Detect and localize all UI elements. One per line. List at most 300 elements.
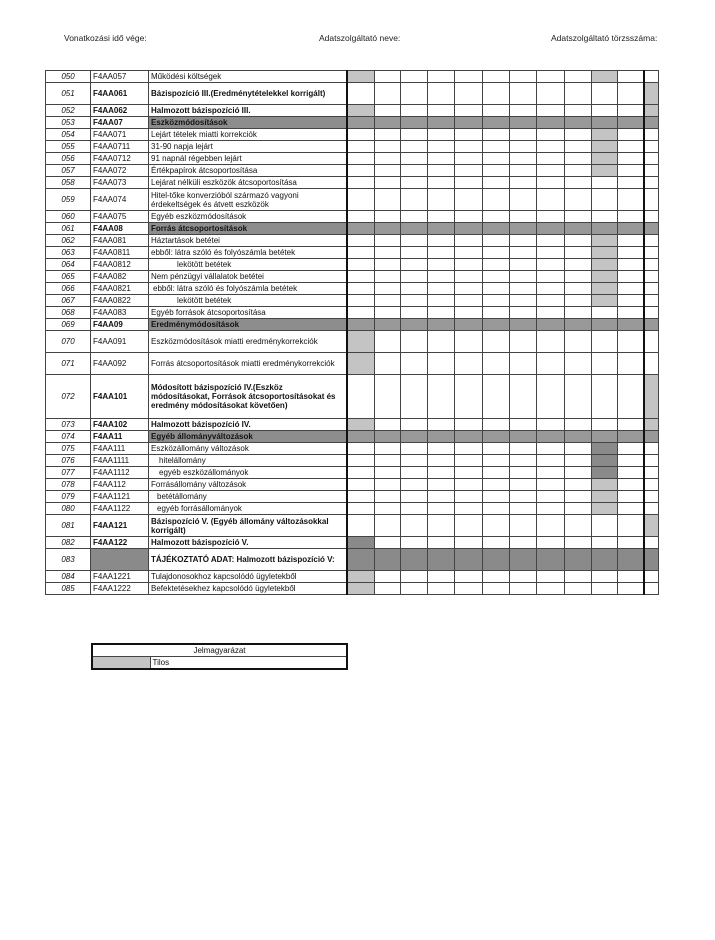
value-cell[interactable] — [483, 571, 510, 583]
value-cell[interactable] — [537, 141, 565, 153]
value-cell[interactable] — [347, 455, 375, 467]
value-cell[interactable] — [644, 117, 659, 129]
value-cell[interactable] — [592, 247, 618, 259]
value-cell[interactable] — [644, 259, 659, 271]
value-cell[interactable] — [644, 211, 659, 223]
value-cell[interactable] — [565, 503, 592, 515]
value-cell[interactable] — [565, 419, 592, 431]
value-cell[interactable] — [644, 105, 659, 117]
value-cell[interactable] — [618, 153, 644, 165]
value-cell[interactable] — [565, 583, 592, 595]
value-cell[interactable] — [401, 105, 428, 117]
value-cell[interactable] — [428, 307, 455, 319]
value-cell[interactable] — [401, 467, 428, 479]
value-cell[interactable] — [565, 353, 592, 375]
value-cell[interactable] — [375, 105, 401, 117]
value-cell[interactable] — [401, 271, 428, 283]
value-cell[interactable] — [618, 271, 644, 283]
value-cell[interactable] — [455, 235, 483, 247]
value-cell[interactable] — [618, 295, 644, 307]
value-cell[interactable] — [375, 571, 401, 583]
value-cell[interactable] — [592, 443, 618, 455]
value-cell[interactable] — [347, 467, 375, 479]
value-cell[interactable] — [428, 549, 455, 571]
value-cell[interactable] — [510, 283, 537, 295]
value-cell[interactable] — [510, 153, 537, 165]
value-cell[interactable] — [347, 537, 375, 549]
value-cell[interactable] — [455, 503, 483, 515]
value-cell[interactable] — [455, 549, 483, 571]
value-cell[interactable] — [537, 455, 565, 467]
value-cell[interactable] — [483, 353, 510, 375]
value-cell[interactable] — [510, 189, 537, 211]
value-cell[interactable] — [375, 479, 401, 491]
value-cell[interactable] — [375, 177, 401, 189]
value-cell[interactable] — [537, 583, 565, 595]
value-cell[interactable] — [565, 331, 592, 353]
value-cell[interactable] — [510, 211, 537, 223]
value-cell[interactable] — [618, 141, 644, 153]
value-cell[interactable] — [455, 455, 483, 467]
value-cell[interactable] — [592, 491, 618, 503]
value-cell[interactable] — [483, 259, 510, 271]
value-cell[interactable] — [401, 129, 428, 141]
value-cell[interactable] — [428, 431, 455, 443]
value-cell[interactable] — [592, 419, 618, 431]
value-cell[interactable] — [510, 537, 537, 549]
value-cell[interactable] — [644, 443, 659, 455]
value-cell[interactable] — [565, 117, 592, 129]
value-cell[interactable] — [565, 71, 592, 83]
value-cell[interactable] — [401, 189, 428, 211]
value-cell[interactable] — [401, 223, 428, 235]
value-cell[interactable] — [618, 549, 644, 571]
value-cell[interactable] — [618, 165, 644, 177]
value-cell[interactable] — [565, 153, 592, 165]
value-cell[interactable] — [618, 353, 644, 375]
value-cell[interactable] — [375, 83, 401, 105]
value-cell[interactable] — [401, 211, 428, 223]
value-cell[interactable] — [375, 515, 401, 537]
value-cell[interactable] — [428, 153, 455, 165]
value-cell[interactable] — [347, 189, 375, 211]
value-cell[interactable] — [537, 259, 565, 271]
value-cell[interactable] — [428, 537, 455, 549]
value-cell[interactable] — [537, 375, 565, 419]
value-cell[interactable] — [510, 455, 537, 467]
value-cell[interactable] — [618, 71, 644, 83]
value-cell[interactable] — [375, 259, 401, 271]
value-cell[interactable] — [455, 165, 483, 177]
value-cell[interactable] — [510, 353, 537, 375]
value-cell[interactable] — [375, 431, 401, 443]
value-cell[interactable] — [537, 71, 565, 83]
value-cell[interactable] — [455, 375, 483, 419]
value-cell[interactable] — [347, 211, 375, 223]
value-cell[interactable] — [510, 247, 537, 259]
value-cell[interactable] — [347, 235, 375, 247]
value-cell[interactable] — [401, 117, 428, 129]
value-cell[interactable] — [510, 583, 537, 595]
value-cell[interactable] — [565, 141, 592, 153]
value-cell[interactable] — [428, 259, 455, 271]
value-cell[interactable] — [483, 153, 510, 165]
value-cell[interactable] — [537, 177, 565, 189]
value-cell[interactable] — [537, 247, 565, 259]
value-cell[interactable] — [455, 295, 483, 307]
value-cell[interactable] — [618, 235, 644, 247]
value-cell[interactable] — [592, 571, 618, 583]
value-cell[interactable] — [455, 223, 483, 235]
value-cell[interactable] — [510, 141, 537, 153]
value-cell[interactable] — [644, 295, 659, 307]
value-cell[interactable] — [483, 271, 510, 283]
value-cell[interactable] — [510, 375, 537, 419]
value-cell[interactable] — [375, 295, 401, 307]
value-cell[interactable] — [618, 177, 644, 189]
value-cell[interactable] — [510, 177, 537, 189]
value-cell[interactable] — [537, 353, 565, 375]
value-cell[interactable] — [455, 153, 483, 165]
value-cell[interactable] — [375, 283, 401, 295]
value-cell[interactable] — [375, 235, 401, 247]
value-cell[interactable] — [455, 491, 483, 503]
value-cell[interactable] — [592, 375, 618, 419]
value-cell[interactable] — [537, 443, 565, 455]
value-cell[interactable] — [565, 515, 592, 537]
value-cell[interactable] — [428, 491, 455, 503]
value-cell[interactable] — [428, 515, 455, 537]
value-cell[interactable] — [537, 571, 565, 583]
value-cell[interactable] — [375, 491, 401, 503]
value-cell[interactable] — [401, 431, 428, 443]
value-cell[interactable] — [401, 283, 428, 295]
value-cell[interactable] — [483, 211, 510, 223]
value-cell[interactable] — [347, 419, 375, 431]
value-cell[interactable] — [347, 331, 375, 353]
value-cell[interactable] — [565, 549, 592, 571]
value-cell[interactable] — [401, 571, 428, 583]
value-cell[interactable] — [618, 129, 644, 141]
value-cell[interactable] — [644, 467, 659, 479]
value-cell[interactable] — [565, 165, 592, 177]
value-cell[interactable] — [565, 83, 592, 105]
value-cell[interactable] — [618, 503, 644, 515]
value-cell[interactable] — [483, 307, 510, 319]
value-cell[interactable] — [592, 455, 618, 467]
value-cell[interactable] — [375, 189, 401, 211]
value-cell[interactable] — [644, 353, 659, 375]
value-cell[interactable] — [537, 165, 565, 177]
value-cell[interactable] — [347, 549, 375, 571]
value-cell[interactable] — [428, 375, 455, 419]
value-cell[interactable] — [483, 549, 510, 571]
value-cell[interactable] — [592, 583, 618, 595]
value-cell[interactable] — [483, 165, 510, 177]
value-cell[interactable] — [537, 117, 565, 129]
value-cell[interactable] — [347, 295, 375, 307]
value-cell[interactable] — [537, 549, 565, 571]
value-cell[interactable] — [644, 537, 659, 549]
value-cell[interactable] — [455, 331, 483, 353]
value-cell[interactable] — [401, 83, 428, 105]
value-cell[interactable] — [483, 129, 510, 141]
value-cell[interactable] — [592, 537, 618, 549]
value-cell[interactable] — [565, 467, 592, 479]
value-cell[interactable] — [592, 177, 618, 189]
value-cell[interactable] — [483, 331, 510, 353]
value-cell[interactable] — [565, 235, 592, 247]
value-cell[interactable] — [347, 479, 375, 491]
value-cell[interactable] — [455, 247, 483, 259]
value-cell[interactable] — [347, 83, 375, 105]
value-cell[interactable] — [592, 165, 618, 177]
value-cell[interactable] — [455, 537, 483, 549]
value-cell[interactable] — [347, 177, 375, 189]
value-cell[interactable] — [428, 235, 455, 247]
value-cell[interactable] — [401, 247, 428, 259]
value-cell[interactable] — [401, 419, 428, 431]
value-cell[interactable] — [510, 165, 537, 177]
value-cell[interactable] — [644, 165, 659, 177]
value-cell[interactable] — [483, 319, 510, 331]
value-cell[interactable] — [537, 211, 565, 223]
value-cell[interactable] — [565, 211, 592, 223]
value-cell[interactable] — [483, 223, 510, 235]
value-cell[interactable] — [347, 71, 375, 83]
value-cell[interactable] — [483, 141, 510, 153]
value-cell[interactable] — [347, 259, 375, 271]
value-cell[interactable] — [592, 515, 618, 537]
value-cell[interactable] — [455, 479, 483, 491]
value-cell[interactable] — [375, 375, 401, 419]
value-cell[interactable] — [592, 83, 618, 105]
value-cell[interactable] — [592, 223, 618, 235]
value-cell[interactable] — [592, 71, 618, 83]
value-cell[interactable] — [537, 83, 565, 105]
value-cell[interactable] — [375, 443, 401, 455]
value-cell[interactable] — [347, 571, 375, 583]
value-cell[interactable] — [618, 491, 644, 503]
value-cell[interactable] — [510, 235, 537, 247]
value-cell[interactable] — [375, 153, 401, 165]
value-cell[interactable] — [375, 71, 401, 83]
value-cell[interactable] — [510, 319, 537, 331]
value-cell[interactable] — [455, 129, 483, 141]
value-cell[interactable] — [401, 295, 428, 307]
value-cell[interactable] — [347, 443, 375, 455]
value-cell[interactable] — [565, 571, 592, 583]
value-cell[interactable] — [592, 479, 618, 491]
value-cell[interactable] — [565, 105, 592, 117]
value-cell[interactable] — [618, 259, 644, 271]
value-cell[interactable] — [565, 295, 592, 307]
value-cell[interactable] — [510, 467, 537, 479]
value-cell[interactable] — [455, 443, 483, 455]
value-cell[interactable] — [592, 295, 618, 307]
value-cell[interactable] — [565, 271, 592, 283]
value-cell[interactable] — [483, 83, 510, 105]
value-cell[interactable] — [375, 419, 401, 431]
value-cell[interactable] — [401, 375, 428, 419]
value-cell[interactable] — [483, 105, 510, 117]
value-cell[interactable] — [455, 353, 483, 375]
value-cell[interactable] — [644, 479, 659, 491]
value-cell[interactable] — [401, 549, 428, 571]
value-cell[interactable] — [510, 83, 537, 105]
value-cell[interactable] — [375, 211, 401, 223]
value-cell[interactable] — [644, 83, 659, 105]
value-cell[interactable] — [537, 153, 565, 165]
value-cell[interactable] — [428, 455, 455, 467]
value-cell[interactable] — [428, 353, 455, 375]
value-cell[interactable] — [455, 83, 483, 105]
value-cell[interactable] — [644, 431, 659, 443]
value-cell[interactable] — [483, 117, 510, 129]
value-cell[interactable] — [401, 353, 428, 375]
value-cell[interactable] — [565, 431, 592, 443]
value-cell[interactable] — [592, 319, 618, 331]
value-cell[interactable] — [401, 235, 428, 247]
value-cell[interactable] — [483, 71, 510, 83]
value-cell[interactable] — [401, 503, 428, 515]
value-cell[interactable] — [347, 117, 375, 129]
value-cell[interactable] — [483, 189, 510, 211]
value-cell[interactable] — [347, 515, 375, 537]
value-cell[interactable] — [644, 141, 659, 153]
value-cell[interactable] — [592, 117, 618, 129]
value-cell[interactable] — [401, 153, 428, 165]
value-cell[interactable] — [618, 211, 644, 223]
value-cell[interactable] — [537, 295, 565, 307]
value-cell[interactable] — [428, 479, 455, 491]
value-cell[interactable] — [565, 223, 592, 235]
value-cell[interactable] — [644, 503, 659, 515]
value-cell[interactable] — [347, 283, 375, 295]
value-cell[interactable] — [428, 105, 455, 117]
value-cell[interactable] — [455, 211, 483, 223]
value-cell[interactable] — [428, 283, 455, 295]
value-cell[interactable] — [618, 283, 644, 295]
value-cell[interactable] — [592, 283, 618, 295]
value-cell[interactable] — [618, 223, 644, 235]
value-cell[interactable] — [401, 319, 428, 331]
value-cell[interactable] — [347, 375, 375, 419]
value-cell[interactable] — [618, 331, 644, 353]
value-cell[interactable] — [347, 503, 375, 515]
value-cell[interactable] — [428, 71, 455, 83]
value-cell[interactable] — [483, 295, 510, 307]
value-cell[interactable] — [510, 105, 537, 117]
value-cell[interactable] — [510, 71, 537, 83]
value-cell[interactable] — [347, 583, 375, 595]
value-cell[interactable] — [592, 105, 618, 117]
value-cell[interactable] — [592, 271, 618, 283]
value-cell[interactable] — [510, 271, 537, 283]
value-cell[interactable] — [592, 467, 618, 479]
value-cell[interactable] — [483, 177, 510, 189]
value-cell[interactable] — [644, 153, 659, 165]
value-cell[interactable] — [644, 375, 659, 419]
value-cell[interactable] — [510, 431, 537, 443]
value-cell[interactable] — [592, 153, 618, 165]
value-cell[interactable] — [644, 235, 659, 247]
value-cell[interactable] — [455, 141, 483, 153]
value-cell[interactable] — [510, 571, 537, 583]
value-cell[interactable] — [375, 467, 401, 479]
value-cell[interactable] — [537, 271, 565, 283]
value-cell[interactable] — [455, 71, 483, 83]
value-cell[interactable] — [565, 177, 592, 189]
value-cell[interactable] — [618, 247, 644, 259]
value-cell[interactable] — [375, 247, 401, 259]
value-cell[interactable] — [347, 431, 375, 443]
value-cell[interactable] — [565, 375, 592, 419]
value-cell[interactable] — [618, 467, 644, 479]
value-cell[interactable] — [510, 223, 537, 235]
value-cell[interactable] — [644, 319, 659, 331]
value-cell[interactable] — [455, 419, 483, 431]
value-cell[interactable] — [592, 549, 618, 571]
value-cell[interactable] — [483, 247, 510, 259]
value-cell[interactable] — [644, 583, 659, 595]
value-cell[interactable] — [618, 455, 644, 467]
value-cell[interactable] — [644, 491, 659, 503]
value-cell[interactable] — [401, 307, 428, 319]
value-cell[interactable] — [618, 515, 644, 537]
value-cell[interactable] — [428, 571, 455, 583]
value-cell[interactable] — [401, 583, 428, 595]
value-cell[interactable] — [483, 491, 510, 503]
value-cell[interactable] — [644, 331, 659, 353]
value-cell[interactable] — [347, 129, 375, 141]
value-cell[interactable] — [644, 307, 659, 319]
value-cell[interactable] — [428, 141, 455, 153]
value-cell[interactable] — [375, 271, 401, 283]
value-cell[interactable] — [510, 491, 537, 503]
value-cell[interactable] — [510, 515, 537, 537]
value-cell[interactable] — [347, 319, 375, 331]
value-cell[interactable] — [401, 537, 428, 549]
value-cell[interactable] — [537, 503, 565, 515]
value-cell[interactable] — [510, 503, 537, 515]
value-cell[interactable] — [537, 307, 565, 319]
value-cell[interactable] — [618, 307, 644, 319]
value-cell[interactable] — [565, 455, 592, 467]
value-cell[interactable] — [428, 117, 455, 129]
value-cell[interactable] — [375, 129, 401, 141]
value-cell[interactable] — [537, 283, 565, 295]
value-cell[interactable] — [483, 479, 510, 491]
value-cell[interactable] — [644, 419, 659, 431]
value-cell[interactable] — [565, 479, 592, 491]
value-cell[interactable] — [428, 443, 455, 455]
value-cell[interactable] — [592, 259, 618, 271]
value-cell[interactable] — [592, 331, 618, 353]
value-cell[interactable] — [401, 331, 428, 353]
value-cell[interactable] — [510, 443, 537, 455]
value-cell[interactable] — [537, 319, 565, 331]
value-cell[interactable] — [428, 331, 455, 353]
value-cell[interactable] — [592, 503, 618, 515]
value-cell[interactable] — [375, 537, 401, 549]
value-cell[interactable] — [510, 117, 537, 129]
value-cell[interactable] — [592, 189, 618, 211]
value-cell[interactable] — [428, 503, 455, 515]
value-cell[interactable] — [483, 375, 510, 419]
value-cell[interactable] — [428, 189, 455, 211]
value-cell[interactable] — [618, 431, 644, 443]
